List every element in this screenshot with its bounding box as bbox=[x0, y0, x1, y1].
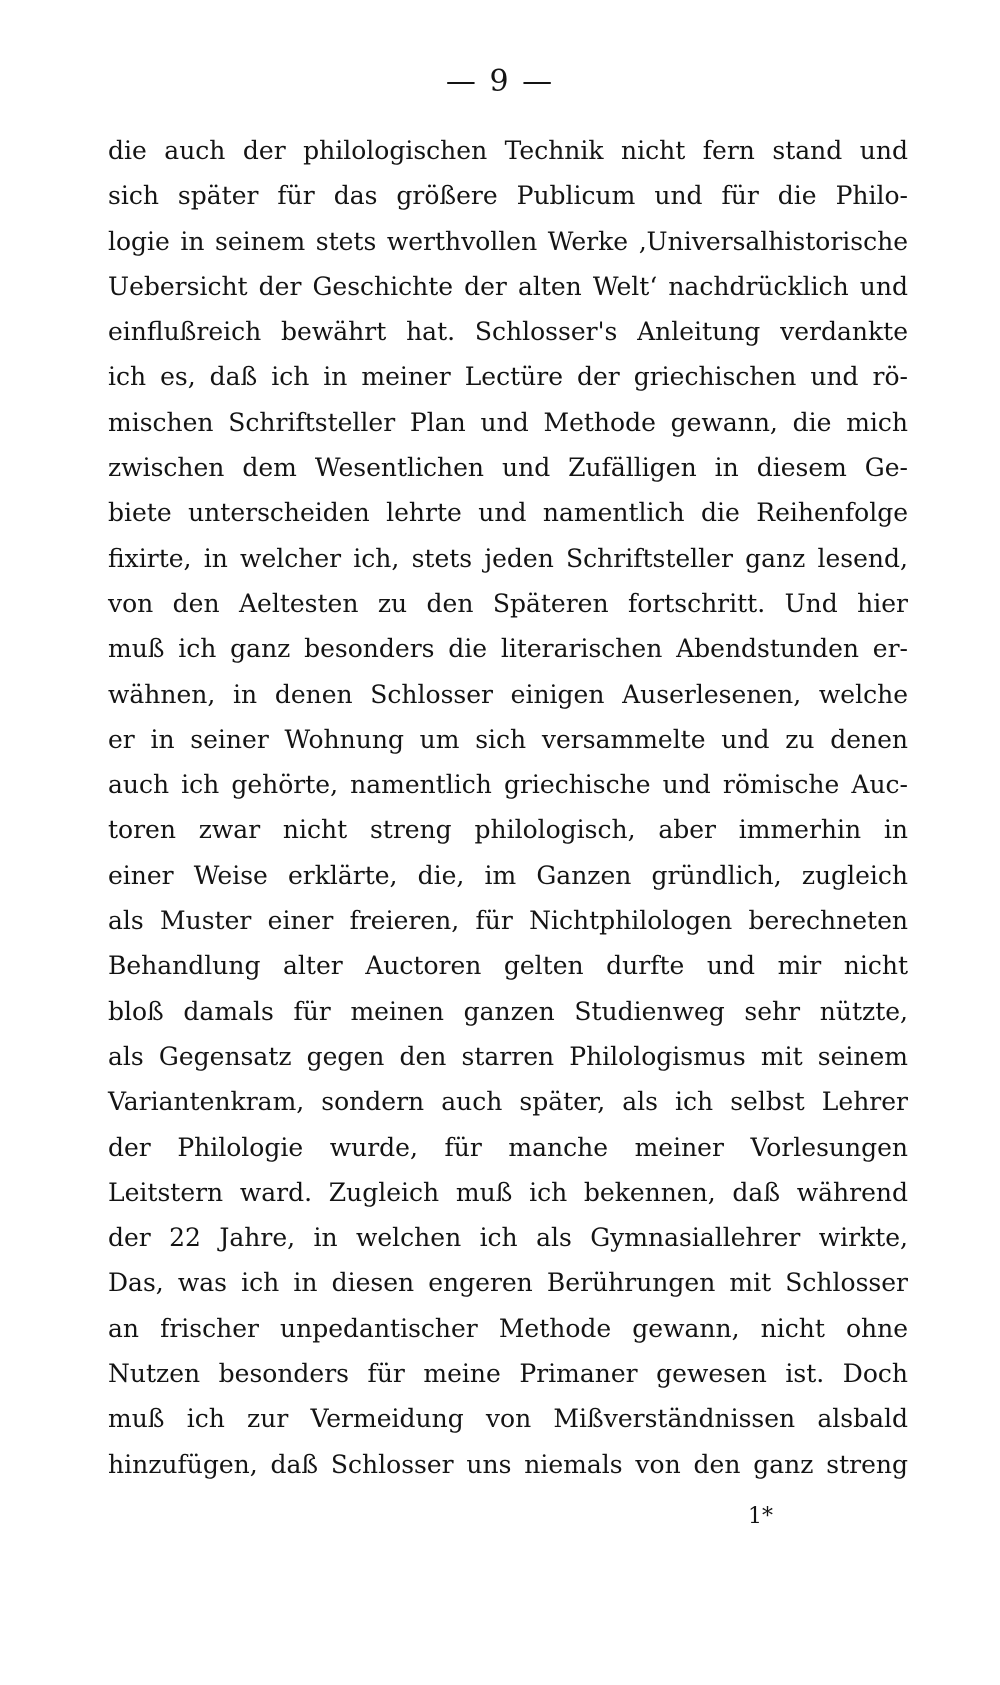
text-line: Leitstern ward. Zugleich muß ich bekennen, daß während bbox=[108, 1177, 908, 1207]
text-line: Uebersicht der Geschichte der alten Welt‘ nachdrücklich und bbox=[108, 271, 908, 301]
text-line: logie in seinem stets werthvollen Werke ‚Universalhistorische bbox=[108, 226, 908, 256]
text-line: muß ich ganz besonders die literarischen Abendstunden er- bbox=[108, 634, 908, 664]
text-line: Das, was ich in diesen engeren Berührungen mit Schlosser bbox=[108, 1268, 908, 1298]
text-line: der 22 Jahre, in welchen ich als Gymnasiallehrer wirkte, bbox=[108, 1223, 908, 1253]
text-line: an frischer unpedantischer Methode gewann, nicht ohne bbox=[108, 1313, 908, 1343]
text-line: einflußreich bewährt hat. Schlosser's Anleitung verdankte bbox=[108, 317, 908, 347]
text-line: zwischen dem Wesentlichen und Zufälligen in diesem Ge- bbox=[108, 453, 908, 483]
text-line: biete unterscheiden lehrte und namentlich die Reihenfolge bbox=[108, 498, 908, 528]
text-line: sich später für das größere Publicum und für die Philo- bbox=[108, 181, 908, 211]
text-line: als Gegensatz gegen den starren Philologismus mit seinem bbox=[108, 1041, 908, 1071]
signature-mark: 1* bbox=[748, 1504, 773, 1529]
text-line: Behandlung alter Auctoren gelten durfte und mir nicht bbox=[108, 951, 908, 981]
text-line: er in seiner Wohnung um sich versammelte und zu denen bbox=[108, 724, 908, 754]
text-line: auch ich gehörte, namentlich griechische und römische Auc- bbox=[108, 770, 908, 800]
text-line: die auch der philologischen Technik nicht fern stand und bbox=[108, 136, 908, 165]
text-line: ich es, daß ich in meiner Lectüre der griechischen und rö- bbox=[108, 362, 908, 392]
text-line: Variantenkram, sondern auch später, als ich selbst Lehrer bbox=[108, 1087, 908, 1117]
text-line: als Muster einer freieren, für Nichtphilologen berechneten bbox=[108, 906, 908, 936]
text-line: muß ich zur Vermeidung von Mißverständnissen alsbald bbox=[108, 1404, 908, 1434]
text-line: wähnen, in denen Schlosser einigen Auserlesenen, welche bbox=[108, 679, 908, 709]
text-line: Nutzen besonders für meine Primaner gewesen ist. Doch bbox=[108, 1359, 908, 1389]
text-line: bloß damals für meinen ganzen Studienweg sehr nützte, bbox=[108, 996, 908, 1026]
body-text bbox=[108, 128, 908, 1487]
text-line: mischen Schriftsteller Plan und Methode gewann, die mich bbox=[108, 407, 908, 437]
text-line: fixirte, in welcher ich, stets jeden Schriftsteller ganz lesend, bbox=[108, 543, 908, 573]
text-line: der Philologie wurde, für manche meiner Vorlesungen bbox=[108, 1132, 908, 1162]
text-line: von den Aeltesten zu den Späteren fortschritt. Und hier bbox=[108, 588, 908, 618]
text-line: hinzufügen, daß Schlosser uns niemals von den ganz streng bbox=[108, 1449, 908, 1479]
page-number: — 9 — bbox=[445, 64, 555, 99]
text-line: toren zwar nicht streng philologisch, aber immerhin in bbox=[108, 815, 908, 845]
text-line: einer Weise erklärte, die, im Ganzen gründlich, zugleich bbox=[108, 860, 908, 890]
